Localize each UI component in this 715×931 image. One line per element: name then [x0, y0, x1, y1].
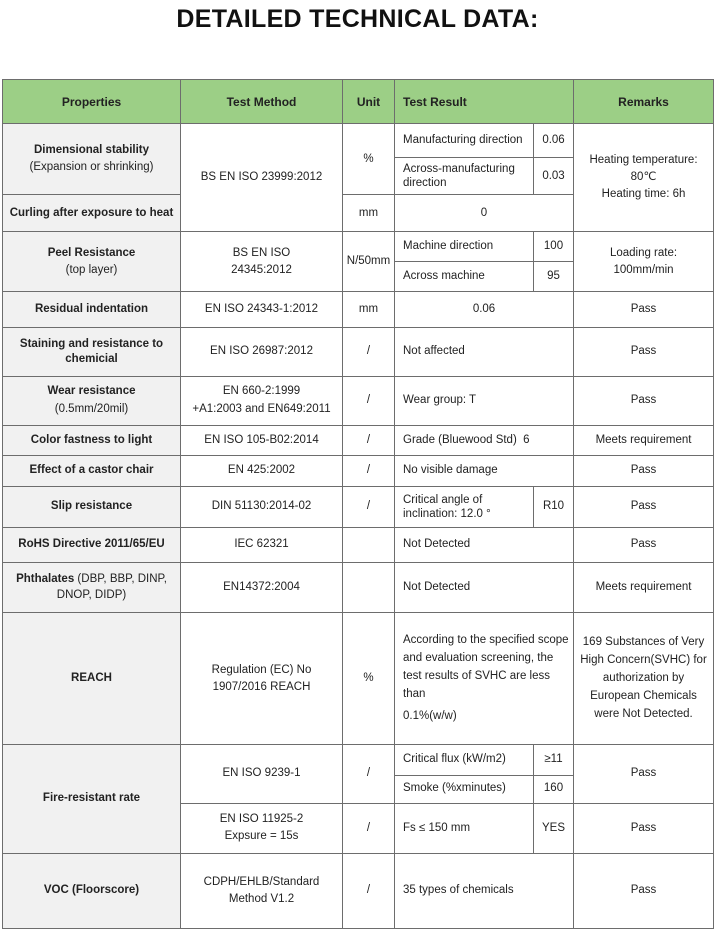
method-line: +A1:2003 and EN649:2011 — [192, 402, 331, 415]
table-row — [3, 124, 714, 158]
table-row — [3, 455, 714, 486]
table-header-row — [3, 80, 714, 124]
unit-cell: / — [343, 486, 395, 527]
remarks-line: 100mm/min — [613, 263, 674, 276]
result-cell: 0.06 — [395, 292, 574, 327]
result-cell: 0 — [395, 195, 574, 232]
property-cell: Residual indentation — [3, 292, 181, 327]
property-cell: Staining and resistance to chemicial — [3, 327, 181, 376]
method-cell: EN ISO 105-B02:2014 — [181, 425, 343, 455]
unit-cell: / — [343, 425, 395, 455]
method-cell: EN ISO 9239-1 — [181, 745, 343, 803]
header-unit: Unit — [343, 80, 395, 124]
remarks-cell: Pass — [574, 853, 714, 928]
unit-cell: mm — [343, 292, 395, 327]
result-label-cell: Smoke (%xminutes) — [395, 775, 534, 803]
method-cell: EN ISO 24343-1:2012 — [181, 292, 343, 327]
property-cell — [3, 124, 181, 195]
header-remarks: Remarks — [574, 80, 714, 124]
remarks-cell: 169 Substances of Very High Concern(SVHC) for authorization by European Chemicals were Not Detected. — [574, 613, 714, 745]
property-label: Wear resistance — [47, 385, 136, 398]
table-row — [3, 853, 714, 928]
result-value-cell: 95 — [534, 262, 574, 292]
property-sublabel: (0.5mm/20mil) — [54, 402, 129, 415]
method-line: 24345:2012 — [231, 263, 292, 276]
remarks-cell: Pass — [574, 376, 714, 425]
result-value-cell: 160 — [534, 775, 574, 803]
table-row — [3, 745, 714, 775]
table-row — [3, 486, 714, 527]
result-value-cell: 100 — [534, 232, 574, 262]
result-cell: Wear group: T — [395, 376, 574, 425]
property-cell: RoHS Directive 2011/65/EU — [3, 527, 181, 562]
unit-cell: % — [343, 124, 395, 195]
table-row — [3, 527, 714, 562]
result-label-cell: Fs ≤ 150 mm — [395, 803, 534, 853]
result-value-cell: R10 — [534, 486, 574, 527]
remarks-cell: Pass — [574, 527, 714, 562]
unit-cell — [343, 527, 395, 562]
header-test-result: Test Result — [395, 80, 574, 124]
property-cell: REACH — [3, 613, 181, 745]
remarks-cell: Pass — [574, 292, 714, 327]
page-title: DETAILED TECHNICAL DATA: — [176, 5, 539, 33]
property-label: Peel Resistance — [47, 246, 136, 259]
unit-cell — [343, 563, 395, 613]
method-cell — [181, 803, 343, 853]
remarks-cell: Pass — [574, 803, 714, 853]
table-row — [3, 563, 714, 613]
property-sublabel: (top layer) — [65, 263, 118, 276]
result-label-cell: Critical angle of inclination: 12.0 ° — [395, 486, 534, 527]
remarks-cell — [574, 124, 714, 232]
property-cell: Color fastness to light — [3, 425, 181, 455]
method-line: BS EN ISO — [232, 246, 291, 259]
property-sublabel: (Expansion or shrinking) — [29, 161, 154, 174]
property-label: Dimensional stability — [33, 143, 150, 156]
result-cell: 35 types of chemicals — [395, 853, 574, 928]
result-text: According to the specified scope and evaluation screening, the test results of SVHC are less than — [403, 634, 569, 700]
remarks-cell: Meets requirement — [574, 563, 714, 613]
method-cell: EN 425:2002 — [181, 455, 343, 486]
property-cell — [3, 376, 181, 425]
result-value: 0.1%(w/w) — [403, 709, 457, 722]
unit-cell: / — [343, 745, 395, 803]
unit-cell: / — [343, 376, 395, 425]
unit-cell: mm — [343, 195, 395, 232]
method-line: EN 660-2:1999 — [222, 385, 301, 398]
result-value-cell: YES — [534, 803, 574, 853]
table-row — [3, 292, 714, 327]
method-cell: CDPH/EHLB/Standard Method V1.2 — [181, 853, 343, 928]
property-cell — [3, 563, 181, 613]
method-cell: IEC 62321 — [181, 527, 343, 562]
remarks-cell: Pass — [574, 745, 714, 803]
property-label: Phthalates — [16, 573, 75, 586]
unit-cell: / — [343, 327, 395, 376]
method-cell: EN14372:2004 — [181, 563, 343, 613]
property-sublabel: (DBP, BBP, DINP, DNOP, DIDP) — [56, 573, 167, 601]
remarks-line: 80℃ — [630, 171, 657, 184]
result-label-cell: Critical flux (kW/m2) — [395, 745, 534, 775]
unit-cell: / — [343, 803, 395, 853]
result-label-cell: Across-manufacturing direction — [395, 158, 534, 195]
result-cell: No visible damage — [395, 455, 574, 486]
table-row — [3, 327, 714, 376]
table-row — [3, 232, 714, 262]
remarks-line: Heating temperature: — [589, 153, 698, 166]
property-cell: VOC (Floorscore) — [3, 853, 181, 928]
table-row — [3, 425, 714, 455]
result-cell: Not Detected — [395, 527, 574, 562]
result-cell: Not Detected — [395, 563, 574, 613]
method-line: Expsure = 15s — [224, 830, 299, 843]
remarks-cell — [574, 232, 714, 292]
unit-cell: % — [343, 613, 395, 745]
method-cell — [181, 232, 343, 292]
method-cell — [181, 376, 343, 425]
result-cell: Not affected — [395, 327, 574, 376]
method-cell: BS EN ISO 23999:2012 — [181, 124, 343, 232]
result-label-cell: Manufacturing direction — [395, 124, 534, 158]
header-test-method: Test Method — [181, 80, 343, 124]
result-value-cell: ≥11 — [534, 745, 574, 775]
result-label-cell: Across machine — [395, 262, 534, 292]
method-cell: DIN 51130:2014-02 — [181, 486, 343, 527]
table-row — [3, 376, 714, 425]
remarks-line: Loading rate: — [609, 246, 678, 259]
unit-cell: N/50mm — [343, 232, 395, 292]
result-value-cell: 0.03 — [534, 158, 574, 195]
remarks-cell: Pass — [574, 327, 714, 376]
result-cell — [395, 613, 574, 745]
property-cell: Slip resistance — [3, 486, 181, 527]
technical-data-table — [2, 79, 714, 929]
property-cell: Fire-resistant rate — [3, 745, 181, 853]
remarks-cell: Pass — [574, 486, 714, 527]
property-cell: Effect of a castor chair — [3, 455, 181, 486]
result-value-cell: 0.06 — [534, 124, 574, 158]
property-cell — [3, 232, 181, 292]
remarks-cell: Pass — [574, 455, 714, 486]
remarks-cell: Meets requirement — [574, 425, 714, 455]
property-cell: Curling after exposure to heat — [3, 195, 181, 232]
header-properties: Properties — [3, 80, 181, 124]
unit-cell: / — [343, 853, 395, 928]
remarks-line: Heating time: 6h — [601, 188, 686, 201]
unit-cell: / — [343, 455, 395, 486]
result-cell: Grade (Bluewood Std) 6 — [395, 425, 574, 455]
method-line: EN ISO 11925-2 — [219, 812, 304, 825]
result-label-cell: Machine direction — [395, 232, 534, 262]
method-cell: Regulation (EC) No 1907/2016 REACH — [181, 613, 343, 745]
table-row — [3, 613, 714, 745]
method-cell: EN ISO 26987:2012 — [181, 327, 343, 376]
